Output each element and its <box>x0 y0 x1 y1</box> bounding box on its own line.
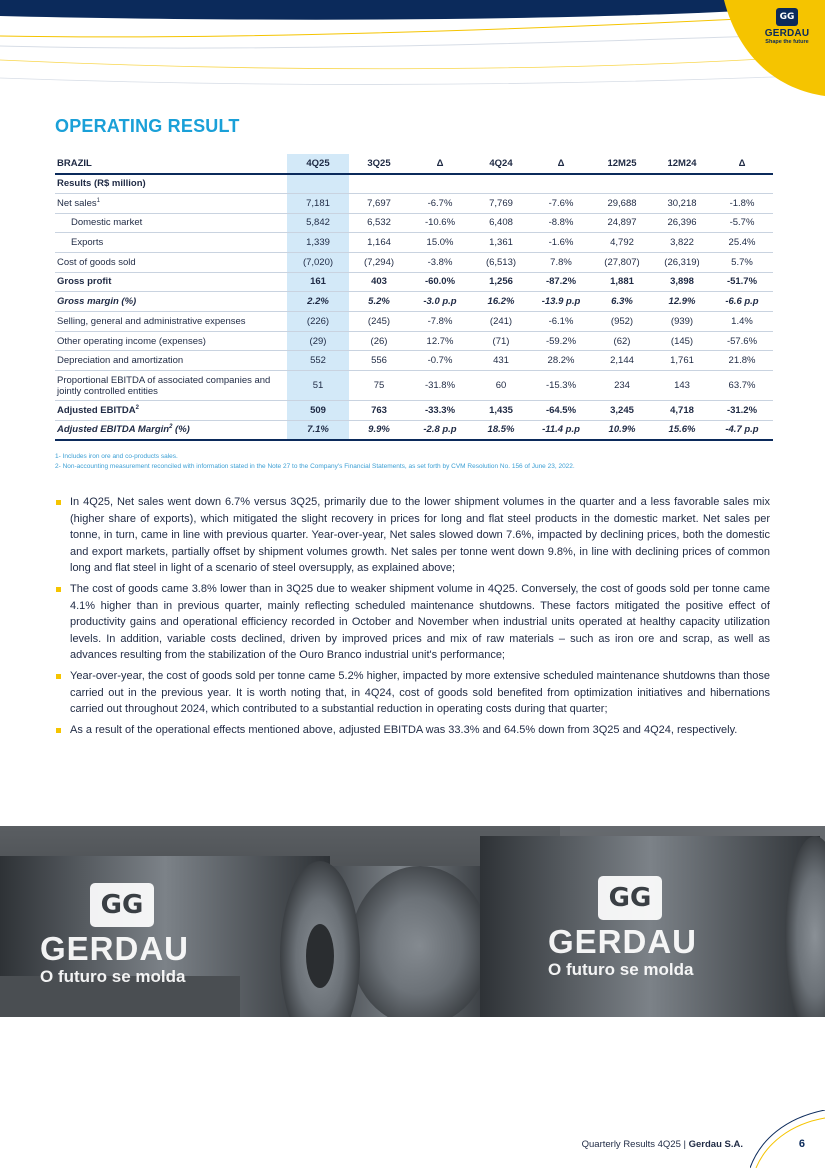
cell: 1,339 <box>287 233 349 253</box>
cell: -4.7 p.p <box>711 420 773 440</box>
brand-name: GERDAU <box>548 923 698 960</box>
cell: (62) <box>591 331 653 351</box>
header-delta: Δ <box>711 154 773 174</box>
cell: 26,396 <box>653 213 711 233</box>
bullet-item: The cost of goods came 3.8% lower than in 3Q25 due to weaker shipment volume in 4Q25. Conversely, the cost of goods sold per tonne came 4.1% higher than in previous quarter, mainly reflecting scheduled maintenance shutdowns. These factors mitigated the positive effect of productivity gains and operational efficiency recorded in October and November when industrial units operated at healthy capacity utilization levels. In addition, variable costs declined, driven by improved prices and mix of raw materials – such as iron ore and scrap, as well as advances resulting from the stabilization of the Ouro Branco industrial unit's performance; <box>55 581 770 664</box>
cell: 3,898 <box>653 272 711 292</box>
cell: 75 <box>349 371 409 401</box>
cell: (245) <box>349 312 409 332</box>
cell: -57.6% <box>711 331 773 351</box>
table-subheader-row <box>55 174 773 194</box>
cell: 28.2% <box>531 351 591 371</box>
cell: -59.2% <box>531 331 591 351</box>
cell: 15.0% <box>409 233 471 253</box>
page-header <box>0 0 825 100</box>
header-delta: Δ <box>531 154 591 174</box>
row-label: Exports <box>55 233 287 253</box>
cell: (226) <box>287 312 349 332</box>
cell: 51 <box>287 371 349 401</box>
cell: 2,144 <box>591 351 653 371</box>
analysis-bullets <box>55 494 770 742</box>
cell: -2.8 p.p <box>409 420 471 440</box>
row-label: Adjusted EBITDA$^2$ <box>55 401 287 421</box>
steel-coils-photo <box>0 826 825 1017</box>
cell: 21.8% <box>711 351 773 371</box>
cell: 12.7% <box>409 331 471 351</box>
logo-name: GERDAU <box>764 28 810 39</box>
footer-report: Quarterly Results 4Q25 | Gerdau S.A. <box>581 1139 743 1150</box>
header-12m24: 12M24 <box>653 154 711 174</box>
cell: 18.5% <box>471 420 531 440</box>
row-label: Gross profit <box>55 272 287 292</box>
cell: -10.6% <box>409 213 471 233</box>
cell: 6,408 <box>471 213 531 233</box>
cell: (939) <box>653 312 711 332</box>
cell: (952) <box>591 312 653 332</box>
cell: -64.5% <box>531 401 591 421</box>
cell: 24,897 <box>591 213 653 233</box>
cell: -1.6% <box>531 233 591 253</box>
cell: (7,020) <box>287 252 349 272</box>
table-row <box>55 193 773 213</box>
cell: 5.2% <box>349 292 409 312</box>
table-row <box>55 292 773 312</box>
cell: (71) <box>471 331 531 351</box>
header-decoration <box>0 0 825 100</box>
gerdau-logo <box>757 8 817 45</box>
cell: 4,718 <box>653 401 711 421</box>
cell: 30,218 <box>653 193 711 213</box>
cell: 1,881 <box>591 272 653 292</box>
cell: 234 <box>591 371 653 401</box>
cell: 10.9% <box>591 420 653 440</box>
brand-tagline: O futuro se molda <box>40 967 186 986</box>
table-row <box>55 312 773 332</box>
header-delta: Δ <box>409 154 471 174</box>
photo-brand-left <box>40 883 189 987</box>
cell: 9.9% <box>349 420 409 440</box>
table-row <box>55 272 773 292</box>
table-row <box>55 233 773 253</box>
cell: -6.7% <box>409 193 471 213</box>
section-title: OPERATING RESULT <box>55 116 240 136</box>
row-label: Selling, general and administrative expenses <box>55 312 287 332</box>
cell: (26) <box>349 331 409 351</box>
cell: -0.7% <box>409 351 471 371</box>
cell: 3,245 <box>591 401 653 421</box>
brand-name: GERDAU <box>40 930 190 967</box>
cell: 7,769 <box>471 193 531 213</box>
bullet-item: In 4Q25, Net sales went down 6.7% versus 3Q25, primarily due to the lower shipment volumes in the quarter and a less favorable sales mix (higher share of exports), which mitigated the slight recovery in prices for long and flat steel products in the domestic market. Net sales per tonne, in turn, came in line with previous quarter. Year-over-year, Net sales slowed down 7.6%, impacted by declining prices, both the domestic and export markets, partially offset by shipment volumes growth. Net sales per tonne went down 9.8%, in line with declining prices of common long and flat steel in light of a scenario of steel oversupply, as explained above; <box>55 494 770 577</box>
cell: -7.6% <box>531 193 591 213</box>
cell: 7,697 <box>349 193 409 213</box>
bullet-item: Year-over-year, the cost of goods sold per tonne came 5.2% higher, impacted by more extensive scheduled maintenance shutdowns than those carried out in the previous year. It is worth noting that, in 4Q24, cost of goods sold benefited from optimization initiatives and hibernations carried out throughout 2024, which contributed to a substantial reduction in operating costs during that quarter; <box>55 668 770 718</box>
cell: -1.8% <box>711 193 773 213</box>
row-label: Domestic market <box>55 213 287 233</box>
cell: -7.8% <box>409 312 471 332</box>
table-header-row <box>55 154 773 174</box>
cell: 63.7% <box>711 371 773 401</box>
cell: 1,361 <box>471 233 531 253</box>
table-row <box>55 401 773 421</box>
cell: 552 <box>287 351 349 371</box>
cell: 16.2% <box>471 292 531 312</box>
cell: (145) <box>653 331 711 351</box>
cell: -31.8% <box>409 371 471 401</box>
bullet-marker-icon <box>56 587 61 592</box>
cell: -51.7% <box>711 272 773 292</box>
table-row <box>55 252 773 272</box>
cell: 25.4% <box>711 233 773 253</box>
cell: (241) <box>471 312 531 332</box>
logo-tagline: Shape the future <box>765 39 809 45</box>
cell: 6.3% <box>591 292 653 312</box>
table-row <box>55 371 773 401</box>
bullet-marker-icon <box>56 728 61 733</box>
cell: -3.0 p.p <box>409 292 471 312</box>
cell: 1,164 <box>349 233 409 253</box>
cell: 1,256 <box>471 272 531 292</box>
header-3q25: 3Q25 <box>349 154 409 174</box>
row-label: Other operating income (expenses) <box>55 331 287 351</box>
cell: -11.4 p.p <box>531 420 591 440</box>
photo-brand-right <box>548 876 697 980</box>
table-row <box>55 331 773 351</box>
cell: 161 <box>287 272 349 292</box>
cell: 29,688 <box>591 193 653 213</box>
row-label: Net sales$^1$ <box>55 193 287 213</box>
cell: -5.7% <box>711 213 773 233</box>
table-row <box>55 213 773 233</box>
cell: 7.8% <box>531 252 591 272</box>
cell: (29) <box>287 331 349 351</box>
cell: -60.0% <box>409 272 471 292</box>
cell: 7.1% <box>287 420 349 440</box>
page-number: 6 <box>798 1138 805 1150</box>
header-4q25: 4Q25 <box>287 154 349 174</box>
cell: 6,532 <box>349 213 409 233</box>
cell: (7,294) <box>349 252 409 272</box>
cell: 4,792 <box>591 233 653 253</box>
cell: -6.6 p.p <box>711 292 773 312</box>
cell: 2.2% <box>287 292 349 312</box>
cell: 12.9% <box>653 292 711 312</box>
footnote: 2- Non-accounting measurement reconciled with information stated in the Note 27 to the Company's Financial Statements, as set forth by CVM Resolution No. 156 of June 23, 2022. <box>55 463 575 470</box>
cell: -6.1% <box>531 312 591 332</box>
header-4q24: 4Q24 <box>471 154 531 174</box>
operating-result-table <box>55 154 773 441</box>
cell: -31.2% <box>711 401 773 421</box>
header-brazil: BRAZIL <box>55 154 287 174</box>
row-label: Adjusted EBITDA Margin$^2$ (%) <box>55 420 287 440</box>
cell: 403 <box>349 272 409 292</box>
cell: 5,842 <box>287 213 349 233</box>
cell: (6,513) <box>471 252 531 272</box>
cell: 509 <box>287 401 349 421</box>
bullet-marker-icon <box>56 500 61 505</box>
footnote: 1- Includes iron ore and co-products sales. <box>55 453 178 460</box>
cell: 556 <box>349 351 409 371</box>
gerdau-logo-icon: GG <box>776 8 798 26</box>
cell: -8.8% <box>531 213 591 233</box>
table-footnotes <box>55 452 575 472</box>
subheader-label: Results (R$ million) <box>55 174 287 194</box>
gerdau-logo-icon: GG <box>90 883 154 927</box>
cell: 5.7% <box>711 252 773 272</box>
bullet-marker-icon <box>56 674 61 679</box>
cell: 3,822 <box>653 233 711 253</box>
header-12m25: 12M25 <box>591 154 653 174</box>
brand-tagline: O futuro se molda <box>548 960 694 979</box>
table-row <box>55 420 773 440</box>
cell: -15.3% <box>531 371 591 401</box>
table-row <box>55 351 773 371</box>
cell: -33.3% <box>409 401 471 421</box>
cell: -87.2% <box>531 272 591 292</box>
row-label: Proportional EBITDA of associated companies and jointly controlled entities <box>55 371 287 401</box>
cell: 143 <box>653 371 711 401</box>
cell: 763 <box>349 401 409 421</box>
cell: -13.9 p.p <box>531 292 591 312</box>
cell: 431 <box>471 351 531 371</box>
bullet-item: As a result of the operational effects mentioned above, adjusted EBITDA was 33.3% and 64.5% down from 3Q25 and 4Q24, respectively. <box>55 722 770 739</box>
row-label: Gross margin (%) <box>55 292 287 312</box>
cell: 60 <box>471 371 531 401</box>
cell: 1.4% <box>711 312 773 332</box>
row-label: Depreciation and amortization <box>55 351 287 371</box>
cell: 15.6% <box>653 420 711 440</box>
cell: (26,319) <box>653 252 711 272</box>
gerdau-logo-icon: GG <box>598 876 662 920</box>
cell: 1,761 <box>653 351 711 371</box>
cell: 1,435 <box>471 401 531 421</box>
cell: -3.8% <box>409 252 471 272</box>
row-label: Cost of goods sold <box>55 252 287 272</box>
footer-arc-decoration <box>750 1110 825 1168</box>
cell: 7,181 <box>287 193 349 213</box>
cell: (27,807) <box>591 252 653 272</box>
